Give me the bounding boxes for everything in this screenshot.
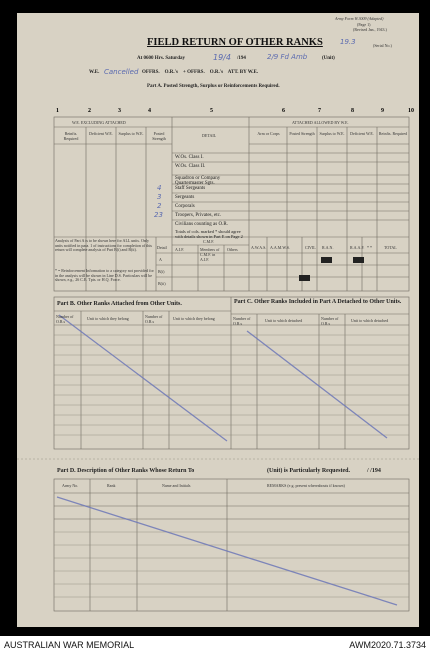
col-number: 2: [88, 108, 91, 114]
year-label: /194: [237, 56, 246, 61]
posted-handwritten: 2: [157, 202, 162, 210]
analysis-row-label: A: [159, 257, 162, 262]
col-number: 5: [210, 108, 213, 114]
part-d-title-3: / /194: [367, 468, 381, 474]
col-number: 10: [408, 108, 414, 114]
posted-handwritten: 23: [154, 211, 163, 219]
analysis-note-2: * = Reinforcement Information to a category not provided for in the analysis will be shown in Line D.S. Particulars will be shown, e.g., 26 C.E. Tpts. or H.Q. Force.: [55, 268, 154, 283]
detail-row-label: Totals of cols. marked * should agree with details shown in Part E on Page 2: [175, 229, 243, 239]
detail-row-label: W.Os. Class I.: [175, 155, 204, 160]
part-d-title-2: (Unit) is Particularly Requested.: [267, 468, 350, 474]
we-label: W.E.: [89, 70, 100, 75]
footer-institution: AUSTRALIAN WAR MEMORIAL: [4, 640, 135, 650]
form-sheet: [17, 13, 419, 627]
sub-heading: Surplus to W.E.: [118, 131, 144, 136]
form-title: FIELD RETURN OF OTHER RANKS: [147, 37, 323, 48]
col-number: 7: [318, 108, 321, 114]
analysis-head: R.A.A.F.: [350, 245, 365, 250]
part-b-head: Number of O.R.s: [56, 314, 74, 324]
part-b-head: Unit to which they belong: [87, 316, 129, 321]
analysis-head: R.A.N.: [322, 245, 334, 250]
part-d-head: REMARKS (e.g. present whereabouts if known): [267, 483, 345, 488]
we-handwritten: Cancelled: [104, 68, 139, 76]
sub-heading: Reinfts. Required: [63, 131, 79, 141]
analysis-head: CIVIL: [305, 245, 316, 250]
analysis-row-label: B(i): [158, 269, 165, 274]
sub-heading: Posted Strength: [289, 131, 315, 136]
part-a-title: Part A. Posted Strength, Surplus or Reinforcements Required.: [147, 84, 280, 89]
col-number: 4: [148, 108, 151, 114]
detail-row-label: Troopers, Privates, etc.: [175, 213, 222, 218]
analysis-head: A.A.M.W.S.: [270, 245, 290, 250]
army-form-label: Army Form W.3009 (Adapted): [335, 16, 384, 21]
part-c-head: Number of O.R.s: [321, 316, 339, 326]
analysis-row-label: B(ii): [158, 281, 166, 286]
revised-label: (Revised Jan., 1943.): [353, 27, 387, 32]
detail-row-label: Squadron or Company Quartermaster Sgts.: [175, 176, 221, 186]
we-excluding-heading: W.E. EXCLUDING ATTACHED: [72, 120, 126, 125]
analysis-head: * *: [367, 245, 372, 250]
unit-handwritten: 2/9 Fd Amb: [267, 53, 308, 61]
footer-accession: AWM2020.71.3734: [349, 640, 426, 650]
analysis-head: A.W.A.S.: [251, 245, 267, 250]
at-hrs-label: At 0600 Hrs. Saturday: [137, 56, 186, 61]
posted-handwritten: 4: [157, 184, 162, 192]
sub-heading: Surplus to W.E.: [319, 131, 345, 136]
sub-heading: Deficient W.E.: [89, 131, 113, 136]
page-label: (Page 1): [357, 22, 371, 27]
posted-handwritten: 3: [157, 193, 162, 201]
sub-heading: Arm or Corps: [257, 131, 280, 136]
part-c-title: Part C. Other Ranks Included in Part A Detached to Other Units.: [234, 299, 402, 305]
analysis-sub-head: Others: [227, 247, 238, 252]
col-number: 1: [56, 108, 59, 114]
serial-label: (Serial No.): [373, 43, 392, 48]
detail-row-label: Sergeants: [175, 195, 195, 200]
sub-heading: Reinfts. Required: [378, 131, 408, 136]
sub-heading: Posted Strength: [152, 131, 166, 141]
sub-heading: Deficient W.E.: [350, 131, 374, 136]
analysis-head: Detail: [157, 245, 167, 250]
attached-heading: ATTACHED ALLOWED BY W.E.: [292, 120, 349, 125]
part-c-head: Unit to which detached: [265, 318, 303, 323]
analysis-sub-head: A.I.F.: [175, 247, 185, 252]
analysis-sub-head: Members of C.M.F. in A.I.F.: [200, 247, 220, 262]
detail-row-label: Civilians counting as O.R.: [175, 222, 228, 227]
col-number: 3: [118, 108, 121, 114]
part-d-head: Army No.: [62, 483, 79, 488]
detail-row-label: Staff Sergeants: [175, 186, 206, 191]
unit-label: (Unit): [322, 56, 335, 61]
part-d-title: Part D. Description of Other Ranks Whose Return To: [57, 468, 195, 474]
serial-handwritten: 19.3: [340, 38, 356, 46]
analysis-note: Analysis of Part A is to be shown here for ALL units. Only units notified in para. 1 of instructions for completion of this return will complete analysis of Part B(i) and B(ii).: [55, 238, 152, 253]
analysis-head: C.M.F.: [203, 239, 215, 244]
col-number: 9: [381, 108, 384, 114]
part-c-head: Number of O.R.s: [233, 316, 251, 326]
col-number: 6: [282, 108, 285, 114]
archive-footer: [0, 636, 430, 653]
detail-heading: DETAIL: [202, 133, 217, 138]
date-handwritten: 19/4: [213, 53, 231, 62]
part-b-title: Part B. Other Ranks Attached from Other Units.: [57, 301, 182, 307]
part-c-head: Unit to which detached: [351, 318, 389, 323]
part-b-head: Unit to which they belong: [173, 316, 215, 321]
detail-row-label: Corporals: [175, 204, 195, 209]
part-d-head: Rank: [107, 483, 116, 488]
detail-row-label: W.Os. Class II.: [175, 164, 206, 169]
col-number: 8: [351, 108, 354, 114]
we-columns-label: OFFRS. O.R.'s + OFFRS. O.R.'s ATT. BY W.E.: [142, 70, 259, 75]
part-b-head: Number of O.R.s: [145, 314, 163, 324]
analysis-head: TOTAL: [384, 245, 397, 250]
part-d-head: Name and Initials: [162, 483, 191, 488]
